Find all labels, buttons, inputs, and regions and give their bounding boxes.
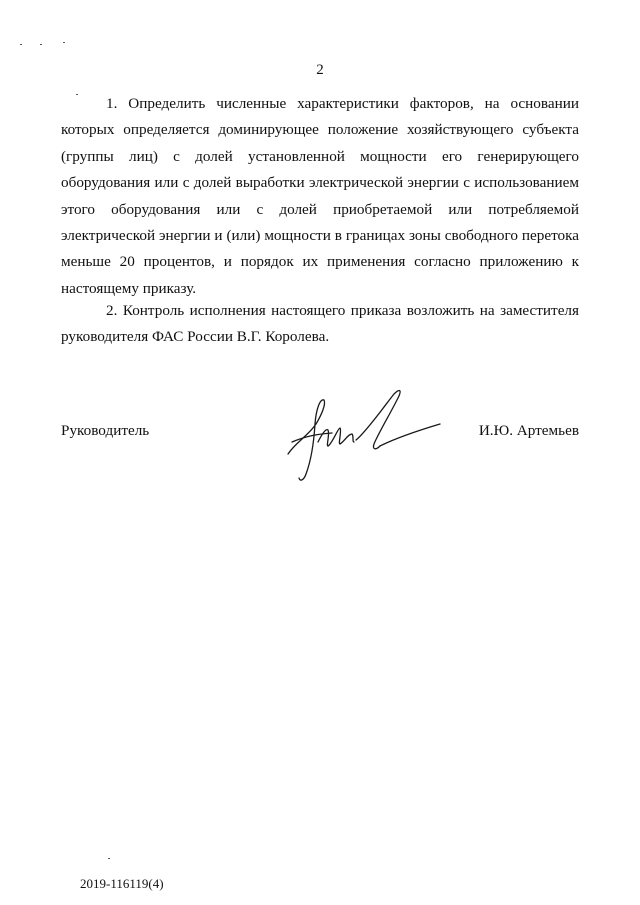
signatory-role: Руководитель xyxy=(61,422,150,439)
paragraph-2-text: 2. Контроль исполнения настоящего приказа возложить на заместителя руководителя ФАС России В.Г. Королева. xyxy=(61,302,579,346)
handwritten-signature-icon xyxy=(282,384,444,484)
page-number: 2 xyxy=(316,62,324,78)
paragraph-2 xyxy=(61,298,579,351)
scan-speck xyxy=(63,42,65,43)
paragraph-1 xyxy=(61,91,579,302)
scan-speck xyxy=(108,858,110,859)
paragraph-1-text: 1. Определить численные характеристики факторов, на основании которых определяется доминирующее положение хозяйствующего субъекта (группы лиц) с долей установленной мощности его генерирующего оборудования или с долей выработки электрической энергии с использованием этого оборудования или с долей приобретаемой или потребляемой электрической энергии и (или) мощности в границах зоны свободного перетока меньше 20 процентов, и порядок их применения согласно приложению к настоящему приказу. xyxy=(61,95,579,297)
document-code: 2019-116119(4) xyxy=(80,876,164,891)
scan-speck xyxy=(40,44,42,45)
scan-speck xyxy=(20,44,22,45)
signatory-name: И.Ю. Артемьев xyxy=(478,422,579,439)
